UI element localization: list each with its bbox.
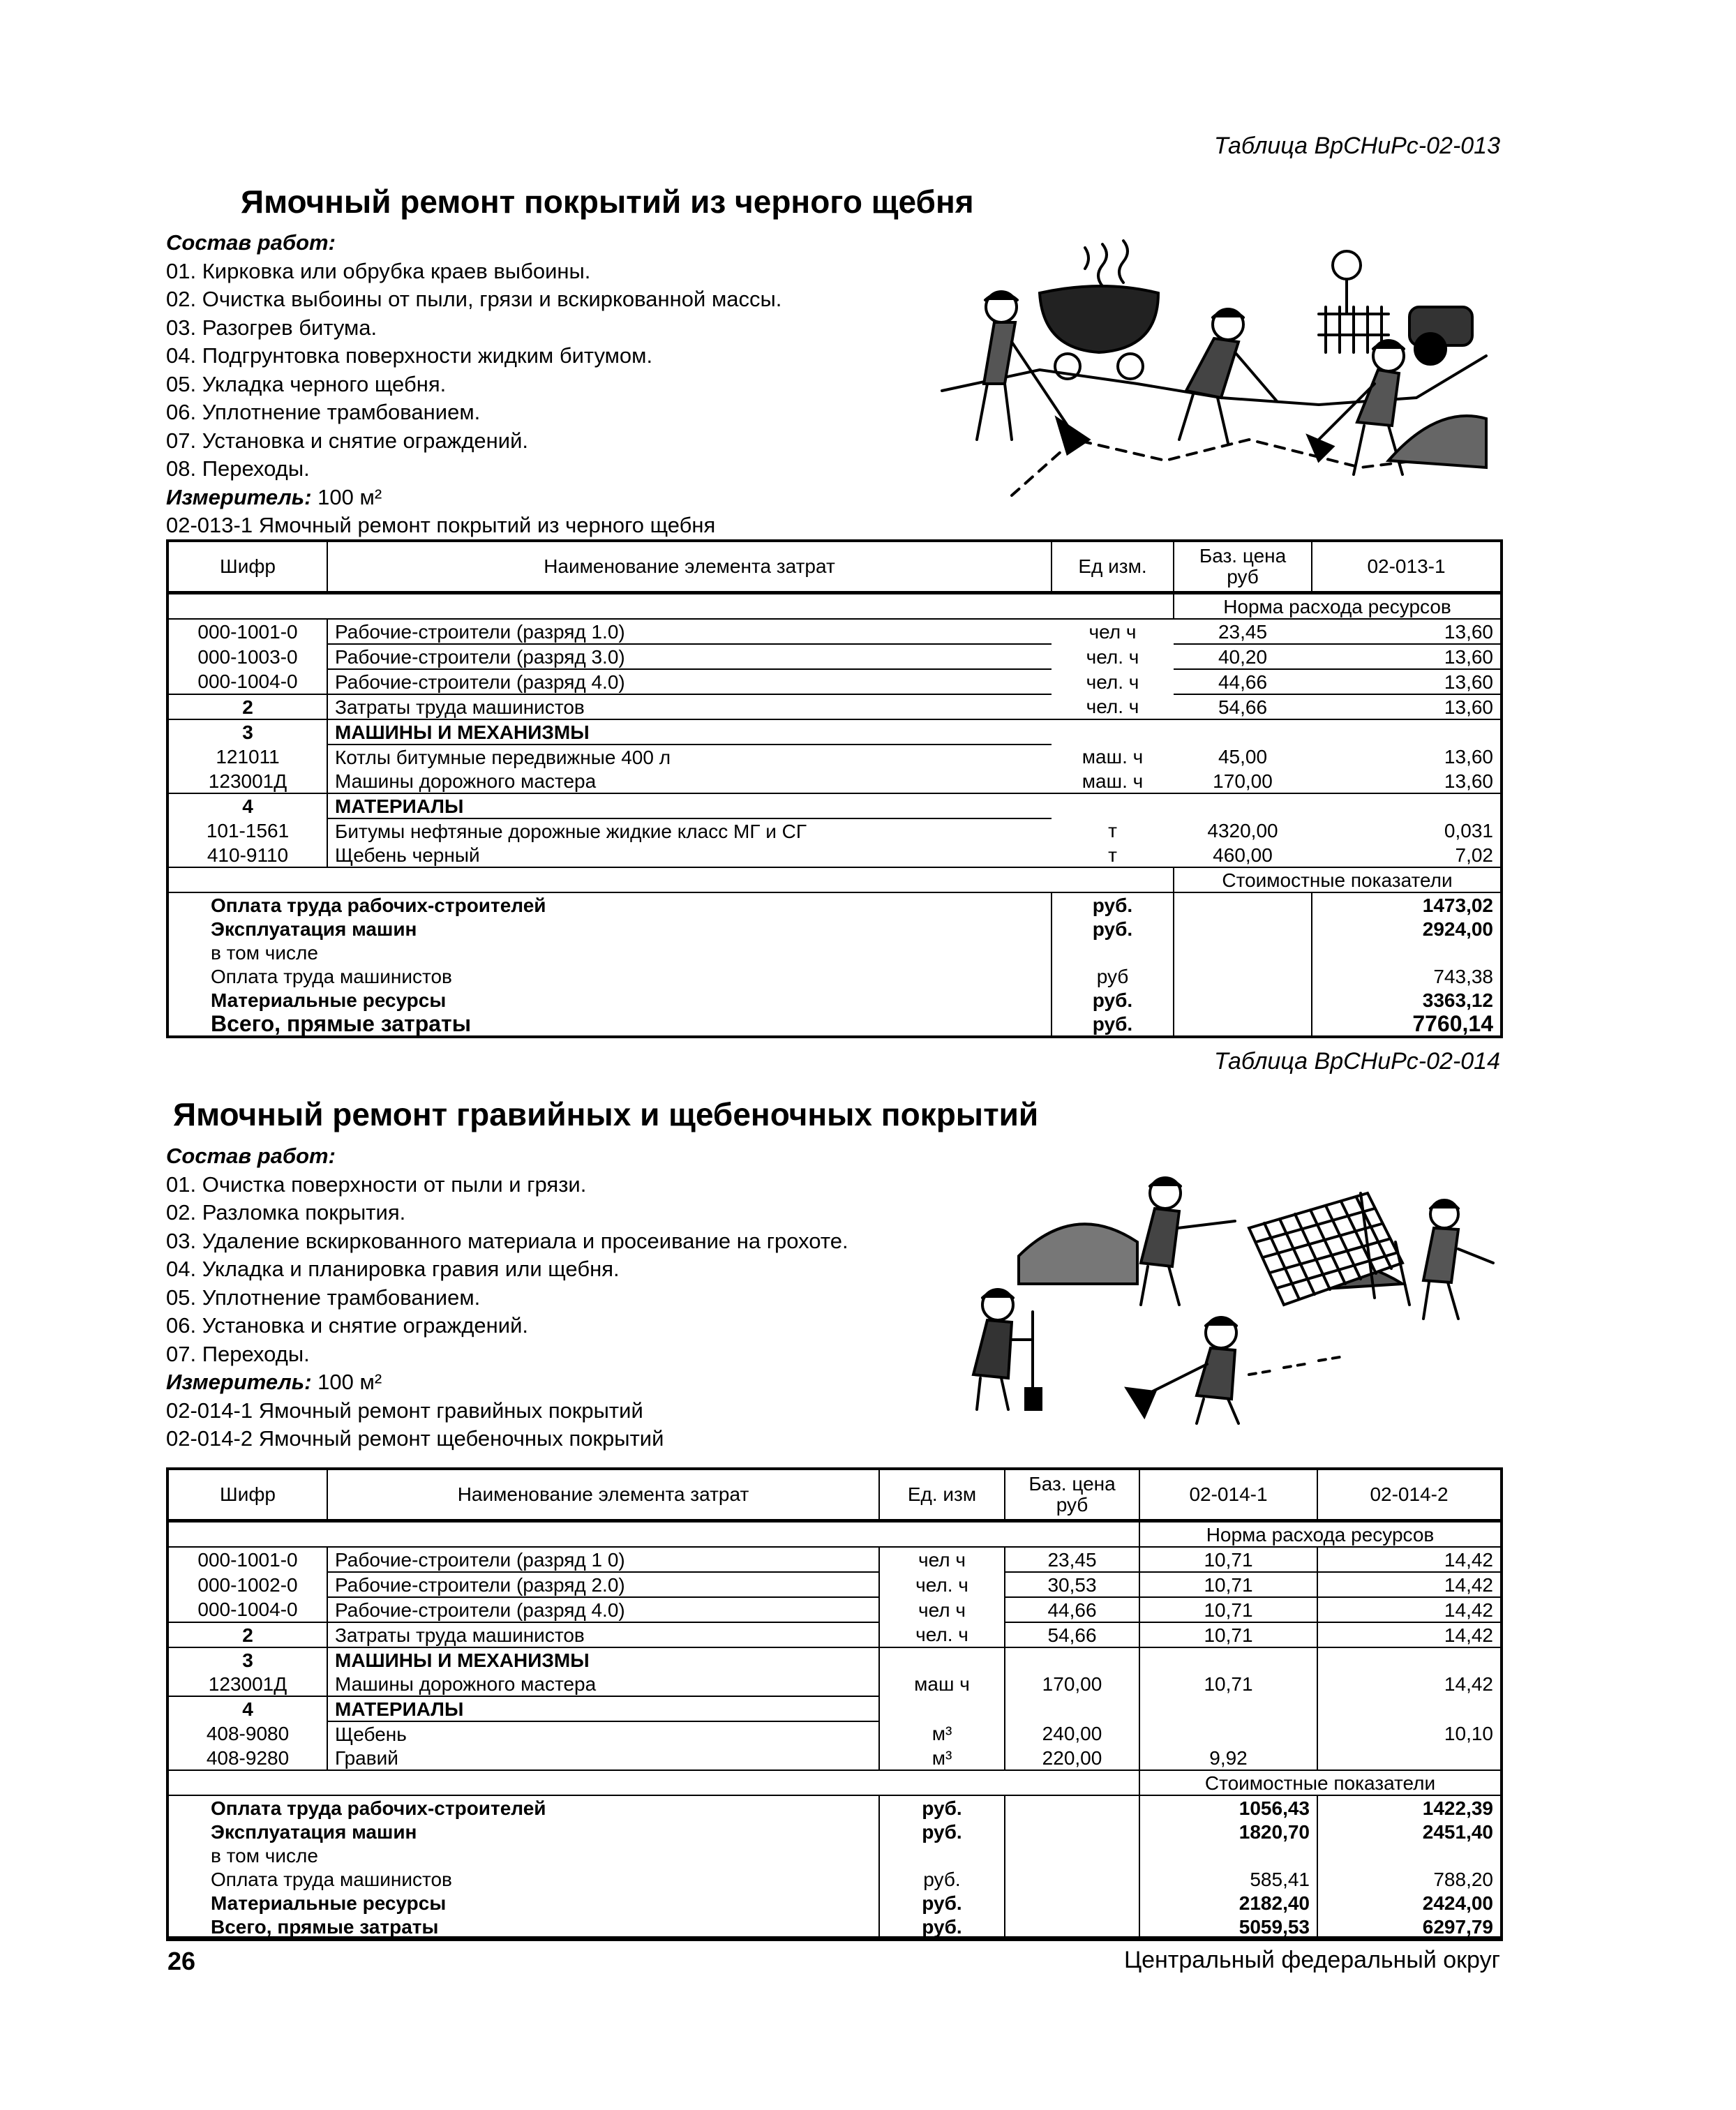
cost-value: 743,38 — [1312, 964, 1502, 988]
cost-name: в том числе — [211, 941, 318, 964]
row-name: Котлы битумные передвижные 400 л — [327, 745, 1052, 769]
row-value: 9,92 — [1139, 1746, 1317, 1770]
cost-value: 1473,02 — [1312, 892, 1502, 917]
cost-value: 1820,70 — [1139, 1820, 1317, 1843]
cost-name: Оплата труда машинистов — [211, 1868, 452, 1890]
row-code: 2 — [167, 694, 327, 719]
cost-value: 1422,39 — [1317, 1795, 1502, 1820]
header-price: Баз. цена руб — [1005, 1469, 1139, 1521]
cost-value: 6297,79 — [1317, 1915, 1502, 1940]
row-unit: маш. ч — [1052, 769, 1174, 793]
cost-unit: руб. — [879, 1915, 1005, 1940]
cost-value: 2924,00 — [1312, 917, 1502, 941]
row-price: 54,66 — [1174, 694, 1312, 719]
row-code: 2 — [167, 1622, 327, 1647]
row-price: 220,00 — [1005, 1746, 1139, 1770]
header-name: Наименование элемента затрат — [327, 1469, 879, 1521]
row-value: 10,71 — [1139, 1597, 1317, 1622]
row-name: Машины дорожного мастера — [327, 769, 1052, 793]
cost-label: Стоимостные показатели — [1139, 1770, 1502, 1795]
cost-value: 2424,00 — [1317, 1891, 1502, 1915]
table-number: Таблица ВрСНиРс-02-013 — [1213, 133, 1500, 159]
cost-value: 5059,53 — [1139, 1915, 1317, 1940]
row-unit: т — [1108, 820, 1117, 841]
row-price: 240,00 — [1005, 1721, 1139, 1746]
norm-label: Норма расхода ресурсов — [1139, 1521, 1502, 1548]
district-label: Центральный федеральный округ — [1123, 1947, 1500, 1973]
row-value: 13,60 — [1312, 619, 1502, 644]
measure-value: 100 м² — [317, 484, 382, 509]
step-item: 01. Очистка поверхности от пыли и грязи. — [166, 1172, 587, 1197]
composition-label: Состав работ: — [166, 1144, 336, 1168]
row-name: МАШИНЫ И МЕХАНИЗМЫ — [327, 1647, 879, 1672]
row-code: 000-1003-0 — [197, 645, 298, 668]
step-item: 04. Подгрунтовка поверхности жидким битумом. — [166, 343, 653, 368]
row-value: 14,42 — [1317, 1572, 1502, 1597]
step-item: 01. Кирковка или обрубка краев выбоины. — [166, 258, 591, 283]
row-unit: чел ч — [879, 1547, 1005, 1572]
row-code: 000-1004-0 — [167, 669, 327, 694]
workers-sieve-illustration — [956, 1165, 1500, 1430]
composition-block — [166, 229, 781, 540]
page-number: 26 — [167, 1947, 196, 1975]
cost-name: Оплата труда рабочих-строителей — [167, 1795, 879, 1820]
cost-value: 1056,43 — [1139, 1795, 1317, 1820]
cost-unit: руб. — [1052, 917, 1174, 941]
cost-unit: руб. — [1052, 892, 1174, 917]
row-unit: чел ч — [879, 1597, 1005, 1622]
row-name: Рабочие-строители (разряд 4.0) — [327, 1597, 879, 1622]
cost-unit: руб. — [879, 1820, 1005, 1843]
row-unit: м³ — [879, 1721, 1005, 1746]
cost-name: в том числе — [211, 1844, 318, 1866]
cost-value: 7760,14 — [1312, 1012, 1502, 1037]
row-unit: чел. ч — [1086, 671, 1139, 693]
step-item: 06. Уплотнение трамбованием. — [166, 400, 481, 424]
row-name: МАТЕРИАЛЫ — [327, 1696, 879, 1721]
row-price: 4320,00 — [1207, 820, 1278, 841]
row-value: 10,71 — [1139, 1622, 1317, 1647]
row-unit: чел ч — [1052, 619, 1174, 644]
table-number: Таблица ВрСНиРс-02-014 — [1213, 1048, 1500, 1075]
step-item: 08. Переходы. — [166, 456, 310, 481]
cost-unit: руб. — [1052, 988, 1174, 1012]
row-code: 4 — [242, 795, 253, 817]
cost-label: Стоимостные показатели — [1174, 867, 1502, 892]
cost-unit: руб. — [879, 1891, 1005, 1915]
cost-name: Материальные ресурсы — [211, 989, 447, 1011]
step-item: 02. Очистка выбоины от пыли, грязи и вскиркованной массы. — [166, 287, 782, 311]
header-col: 02-014-2 — [1317, 1469, 1502, 1521]
header-price: Баз. цена руб — [1174, 541, 1312, 593]
row-name: Рабочие-строители (разряд 1 0) — [327, 1547, 879, 1572]
cost-name: Оплата труда машинистов — [211, 965, 452, 987]
row-unit: чел. ч — [1086, 645, 1139, 668]
row-price: 23,45 — [1005, 1547, 1139, 1572]
row-value: 10,10 — [1317, 1721, 1502, 1746]
row-price: 170,00 — [1174, 769, 1312, 793]
row-value: 14,42 — [1317, 1597, 1502, 1622]
section-title: Ямочный ремонт покрытий из черного щебня — [241, 184, 974, 220]
row-code: 000-1004-0 — [167, 1597, 327, 1622]
row-value: 7,02 — [1312, 843, 1502, 867]
row-name: МАШИНЫ И МЕХАНИЗМЫ — [327, 719, 1052, 745]
row-unit: т — [1108, 844, 1117, 866]
row-code: 3 — [242, 1649, 253, 1671]
step-item: 05. Укладка черного щебня. — [166, 371, 447, 396]
row-value: 13,60 — [1312, 669, 1502, 694]
row-code: 410-9110 — [207, 844, 289, 866]
row-code: 000-1001-0 — [167, 1547, 327, 1572]
row-price: 44,66 — [1005, 1597, 1139, 1622]
step-item: 07. Переходы. — [166, 1341, 310, 1366]
row-code: 000-1001-0 — [167, 619, 327, 644]
cost-name: Всего, прямые затраты — [211, 1915, 439, 1938]
subitem: 02-014-1 Ямочный ремонт гравийных покрытий — [166, 1398, 643, 1423]
row-name: Затраты труда машинистов — [327, 1622, 879, 1647]
row-value: 13,60 — [1444, 746, 1493, 768]
row-name: Битумы нефтяные дорожные жидкие класс МГ и СГ — [327, 818, 1052, 843]
row-name: Щебень — [327, 1721, 879, 1746]
row-value: 14,42 — [1317, 1547, 1502, 1572]
header-unit: Ед изм. — [1052, 541, 1174, 593]
row-value: 13,60 — [1312, 644, 1502, 669]
composition-label: Состав работ: — [166, 230, 336, 255]
header-unit: Ед. изм — [879, 1469, 1005, 1521]
cost-name: Всего, прямые затраты — [211, 1012, 472, 1036]
row-unit: м³ — [879, 1746, 1005, 1770]
cost-unit: руб — [1052, 964, 1174, 988]
row-name: МАТЕРИАЛЫ — [327, 793, 1052, 818]
subitem: 02-013-1 Ямочный ремонт покрытий из черного щебня — [166, 513, 716, 537]
header-col: 02-014-1 — [1139, 1469, 1317, 1521]
row-value: 13,60 — [1312, 694, 1502, 719]
row-code: 000-1002-0 — [197, 1573, 298, 1596]
step-item: 03. Разогрев битума. — [166, 315, 377, 340]
row-name: Рабочие-строители (разряд 4.0) — [327, 669, 1052, 694]
step-item: 06. Установка и снятие ограждений. — [166, 1313, 529, 1338]
row-code: 123001Д — [167, 769, 327, 793]
cost-unit: руб. — [879, 1867, 1005, 1891]
row-unit: маш ч — [879, 1672, 1005, 1696]
row-code: 408-9280 — [206, 1746, 290, 1769]
cost-value: 3363,12 — [1312, 988, 1502, 1012]
measure-line — [166, 484, 781, 512]
row-value: 10,71 — [1139, 1547, 1317, 1572]
row-code: 101-1561 — [206, 820, 290, 841]
cost-value: 585,41 — [1139, 1867, 1317, 1891]
step-item: 05. Уплотнение трамбованием. — [166, 1285, 481, 1310]
row-price: 460,00 — [1174, 843, 1312, 867]
row-unit: чел. ч — [879, 1622, 1005, 1647]
row-price: 44,66 — [1174, 669, 1312, 694]
row-value: 14,42 — [1317, 1622, 1502, 1647]
cost-table-02-013 — [166, 539, 1503, 1038]
row-value: 13,60 — [1312, 769, 1502, 793]
row-code: 123001Д — [167, 1672, 327, 1696]
row-price: 30,53 — [1005, 1572, 1139, 1597]
measure-value: 100 м² — [317, 1370, 382, 1394]
cost-name: Оплата труда рабочих-строителей — [167, 892, 1052, 917]
workers-illustration — [928, 230, 1500, 502]
cost-value: 788,20 — [1317, 1867, 1502, 1891]
header-col: 02-013-1 — [1312, 541, 1502, 593]
row-name: Затраты труда машинистов — [327, 694, 1052, 719]
measure-label: Измеритель: — [166, 1370, 312, 1394]
row-price: 45,00 — [1218, 746, 1268, 768]
cost-name: Материальные ресурсы — [211, 1892, 447, 1914]
step-item: 02. Разломка покрытия. — [166, 1200, 406, 1225]
row-value: 10,71 — [1139, 1672, 1317, 1696]
section-title: Ямочный ремонт гравийных и щебеночных покрытий — [173, 1096, 1039, 1132]
row-value: 0,031 — [1444, 820, 1493, 841]
header-code: Шифр — [167, 541, 327, 593]
footer-divider — [166, 1936, 1500, 1938]
cost-name: Эксплуатация машин — [211, 918, 417, 940]
cost-unit: руб. — [1052, 1012, 1174, 1037]
row-price: 170,00 — [1005, 1672, 1139, 1696]
row-code: 3 — [242, 721, 253, 743]
row-name: Рабочие-строители (разряд 1.0) — [327, 619, 1052, 644]
row-name: Рабочие-строители (разряд 3.0) — [327, 644, 1052, 669]
row-value — [1139, 1721, 1317, 1746]
subitem: 02-014-2 Ямочный ремонт щебеночных покрытий — [166, 1426, 664, 1451]
composition-block — [166, 1142, 848, 1453]
cost-unit: руб. — [879, 1795, 1005, 1820]
cost-value: 2451,40 — [1317, 1820, 1502, 1843]
row-value: 10,71 — [1139, 1572, 1317, 1597]
cost-value: 2182,40 — [1139, 1891, 1317, 1915]
measure-line — [166, 1368, 848, 1397]
header-name: Наименование элемента затрат — [327, 541, 1052, 593]
row-code: 121011 — [216, 746, 280, 768]
row-price: 54,66 — [1005, 1622, 1139, 1647]
cost-table-02-014 — [166, 1467, 1503, 1941]
row-code: 408-9080 — [206, 1723, 290, 1744]
row-value: 14,42 — [1317, 1672, 1502, 1696]
row-unit: чел. ч — [879, 1572, 1005, 1597]
row-value — [1317, 1746, 1502, 1770]
row-unit: чел. ч — [1052, 694, 1174, 719]
step-item: 03. Удаление вскиркованного материала и просеивание на грохоте. — [166, 1228, 848, 1253]
measure-label: Измеритель: — [166, 484, 312, 509]
row-code: 4 — [242, 1698, 253, 1720]
step-item: 07. Установка и снятие ограждений. — [166, 428, 529, 453]
row-price: 23,45 — [1174, 619, 1312, 644]
cost-name: Эксплуатация машин — [211, 1820, 417, 1843]
row-name: Рабочие-строители (разряд 2.0) — [327, 1572, 879, 1597]
header-code: Шифр — [167, 1469, 327, 1521]
row-unit: маш. ч — [1082, 746, 1144, 768]
row-price: 40,20 — [1174, 644, 1312, 669]
row-name: Щебень черный — [327, 843, 1052, 867]
step-item: 04. Укладка и планировка гравия или щебня. — [166, 1257, 620, 1281]
row-name: Гравий — [327, 1746, 879, 1770]
norm-label: Норма расхода ресурсов — [1174, 593, 1502, 620]
row-name: Машины дорожного мастера — [327, 1672, 879, 1696]
